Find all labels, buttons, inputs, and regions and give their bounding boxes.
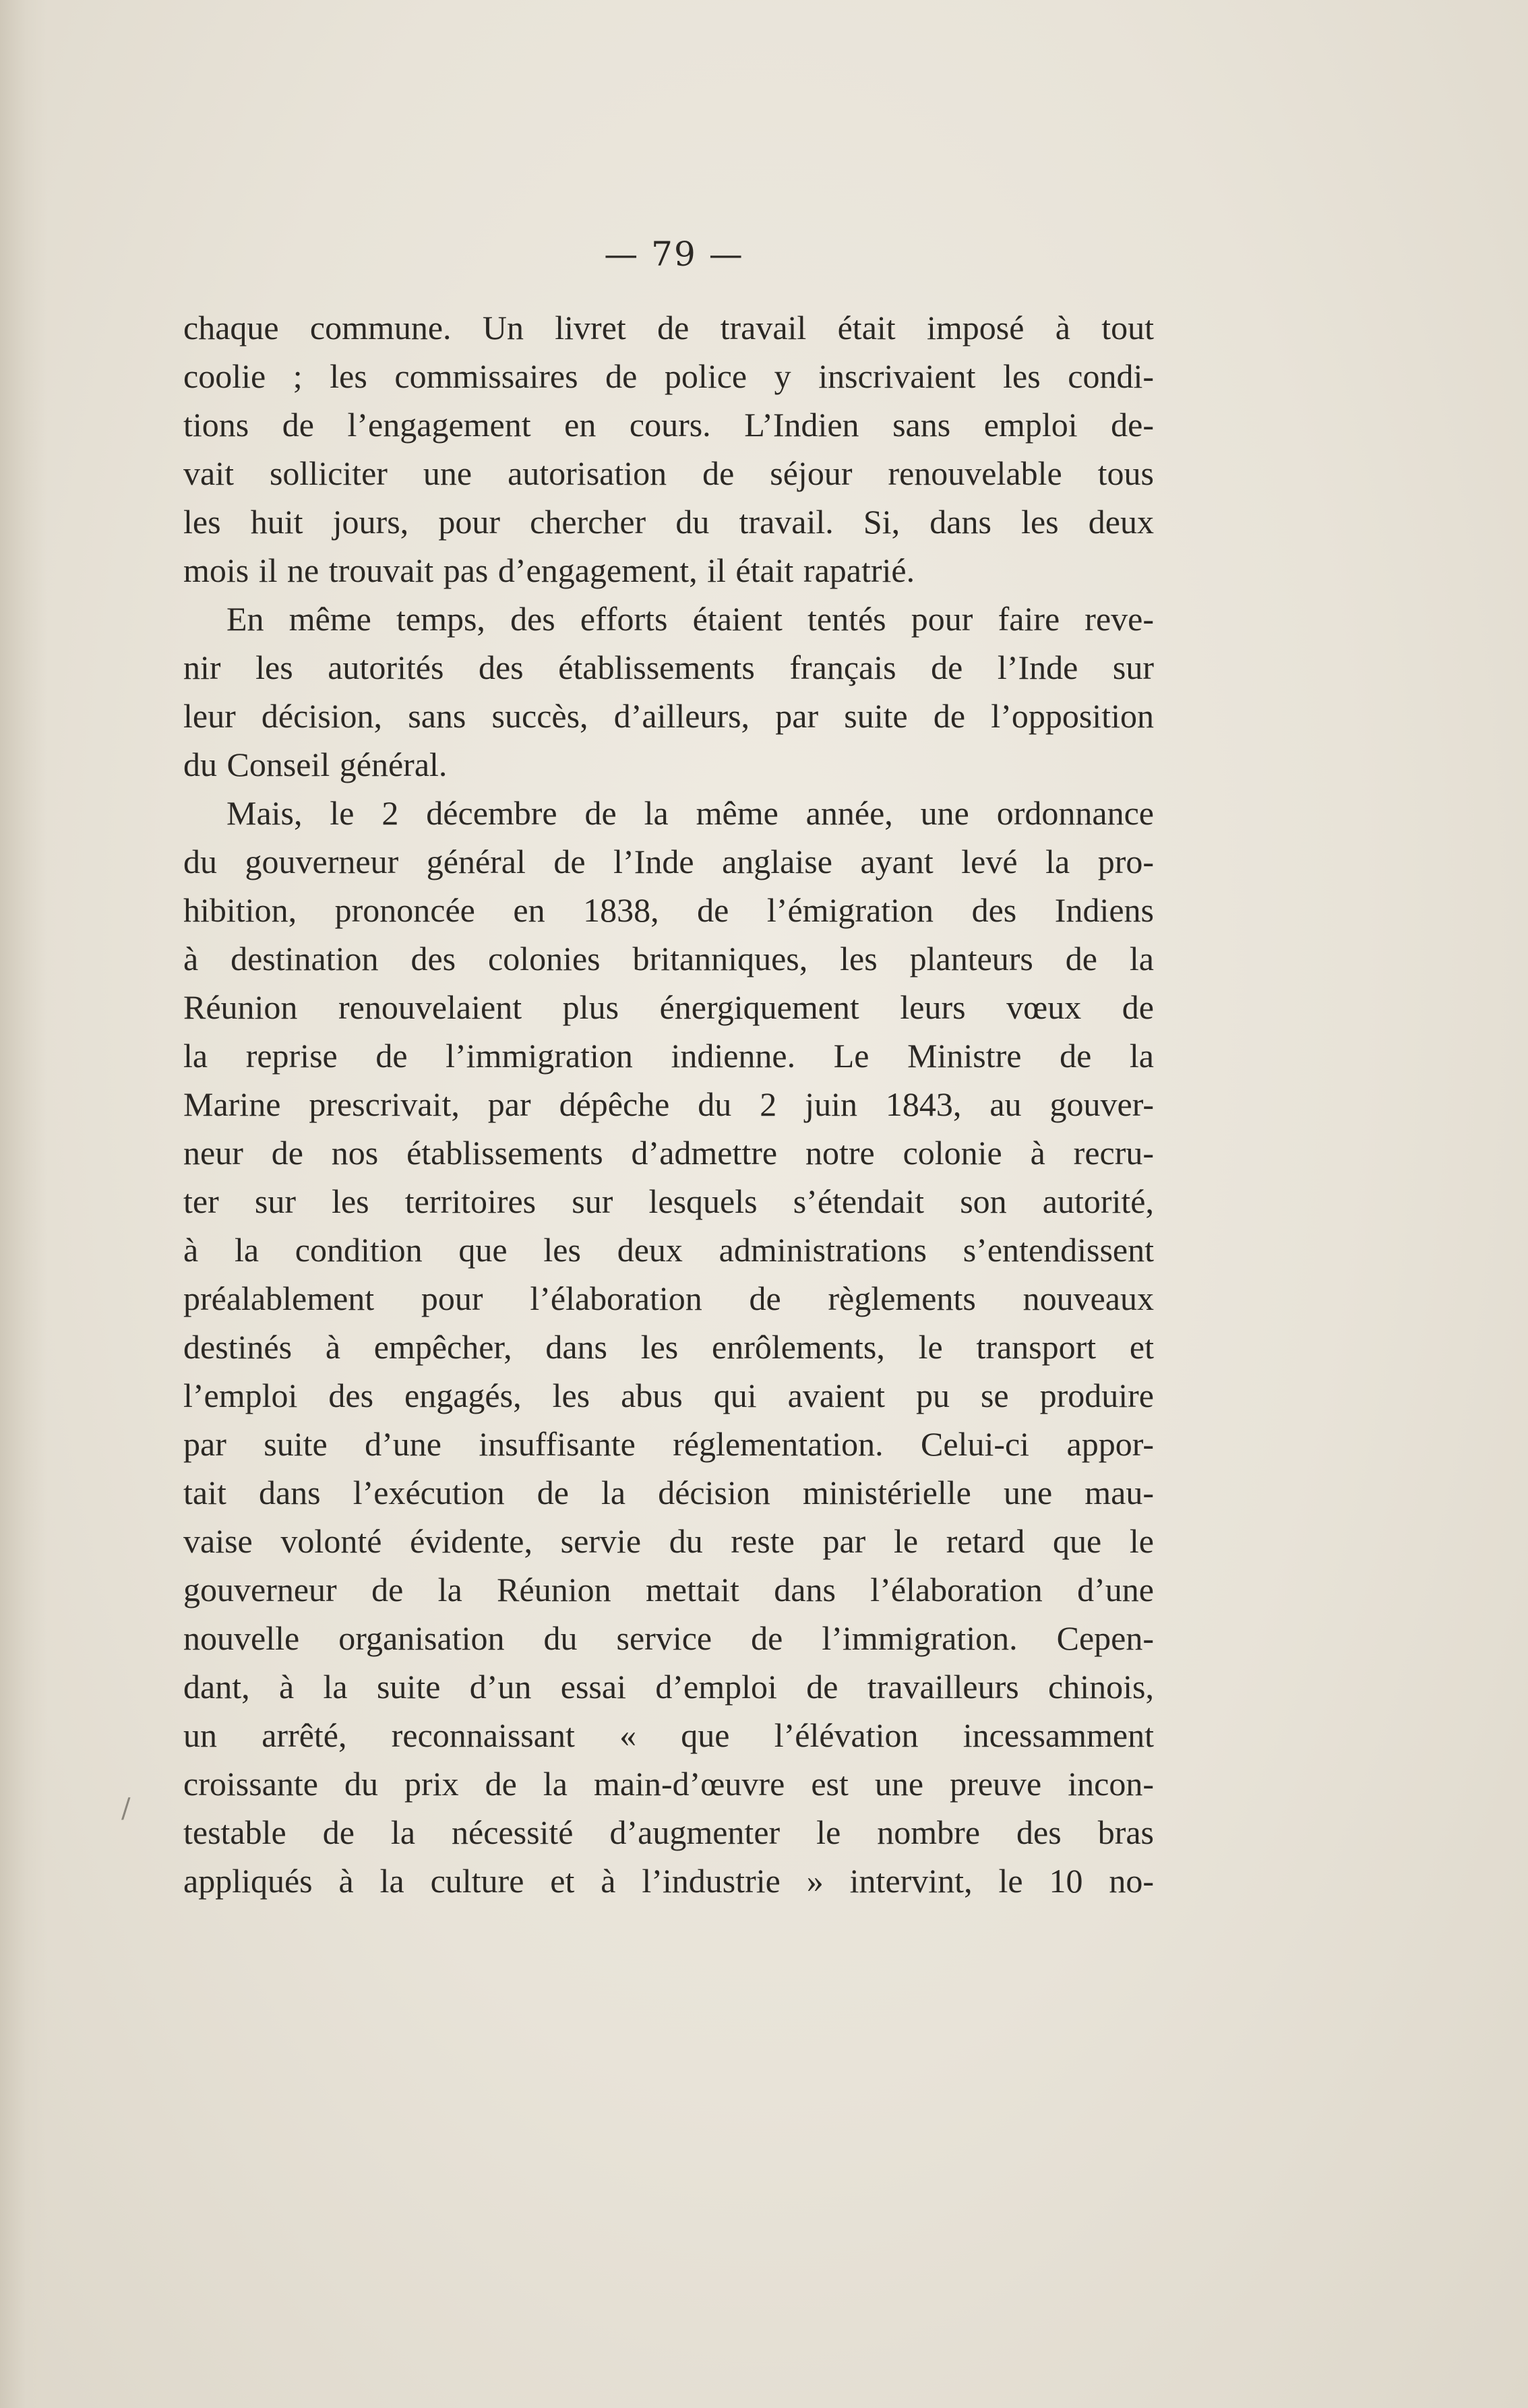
paragraph-1: [183, 303, 1154, 595]
text-line: hibition, prononcée en 1838, de l’émigration des Indiens: [183, 891, 1154, 929]
text-line: gouverneur de la Réunion mettait dans l’élaboration d’une: [183, 1571, 1154, 1608]
text-line: à la condition que les deux administrations s’entendissent: [183, 1231, 1154, 1269]
paragraph-2: [183, 595, 1154, 789]
text-line: destinés à empêcher, dans les enrôlements, le transport et: [183, 1328, 1154, 1366]
text-line: Marine prescrivait, par dépêche du 2 juin 1843, au gouver-: [183, 1085, 1154, 1123]
text-line: nouvelle organisation du service de l’immigration. Cepen-: [183, 1619, 1154, 1657]
text-line: un arrêté, reconnaissant « que l’élévation incessamment: [183, 1716, 1154, 1754]
text-line: dant, à la suite d’un essai d’emploi de travailleurs chinois,: [183, 1668, 1154, 1706]
text-line: mois il ne trouvait pas d’engagement, il était rapatrié.: [183, 551, 915, 589]
text-line: la reprise de l’immigration indienne. Le Ministre de la: [183, 1037, 1154, 1075]
text-line: Mais, le 2 décembre de la même année, une ordonnance: [226, 794, 1154, 832]
page-number: — 79 —: [604, 235, 744, 274]
text-line: leur décision, sans succès, d’ailleurs, par suite de l’opposition: [183, 697, 1154, 735]
text-line: l’emploi des engagés, les abus qui avaient pu se produire: [183, 1377, 1154, 1414]
text-line: En même temps, des efforts étaient tentés pour faire reve-: [226, 600, 1154, 638]
text-line: chaque commune. Un livret de travail était imposé à tout: [183, 309, 1154, 347]
text-line: à destination des colonies britanniques, les planteurs de la: [183, 940, 1154, 977]
text-line: du Conseil général.: [183, 746, 448, 783]
body-text: [183, 303, 1154, 1905]
page-gutter-shadow: [0, 0, 47, 2408]
text-line: tait dans l’exécution de la décision ministérielle une mau-: [183, 1474, 1154, 1511]
text-line: tions de l’engagement en cours. L’Indien sans emploi de-: [183, 406, 1154, 444]
text-line: par suite d’une insuffisante réglementation. Celui-ci appor-: [183, 1425, 1154, 1463]
text-line: Réunion renouvelaient plus énergiquement leurs vœux de: [183, 988, 1154, 1026]
text-line: ter sur les territoires sur lesquels s’étendait son autorité,: [183, 1182, 1154, 1220]
text-line: du gouverneur général de l’Inde anglaise ayant levé la pro-: [183, 843, 1154, 880]
stray-pencil-mark: /: [121, 1793, 131, 1824]
text-line: coolie ; les commissaires de police y inscrivaient les condi-: [183, 357, 1154, 395]
text-line: vaise volonté évidente, servie du reste par le retard que le: [183, 1522, 1154, 1560]
text-line: nir les autorités des établissements français de l’Inde sur: [183, 649, 1154, 686]
text-line: préalablement pour l’élaboration de règlements nouveaux: [183, 1280, 1154, 1317]
text-line: les huit jours, pour chercher du travail. Si, dans les deux: [183, 503, 1154, 541]
paragraph-3: [183, 789, 1154, 1905]
text-line: appliqués à la culture et à l’industrie » intervint, le 10 no-: [183, 1862, 1154, 1900]
text-line: neur de nos établissements d’admettre notre colonie à recru-: [183, 1134, 1154, 1172]
text-line: vait solliciter une autorisation de séjour renouvelable tous: [183, 454, 1154, 492]
text-line: testable de la nécessité d’augmenter le nombre des bras: [183, 1813, 1154, 1851]
text-line: croissante du prix de la main-d’œuvre est une preuve incon-: [183, 1765, 1154, 1803]
